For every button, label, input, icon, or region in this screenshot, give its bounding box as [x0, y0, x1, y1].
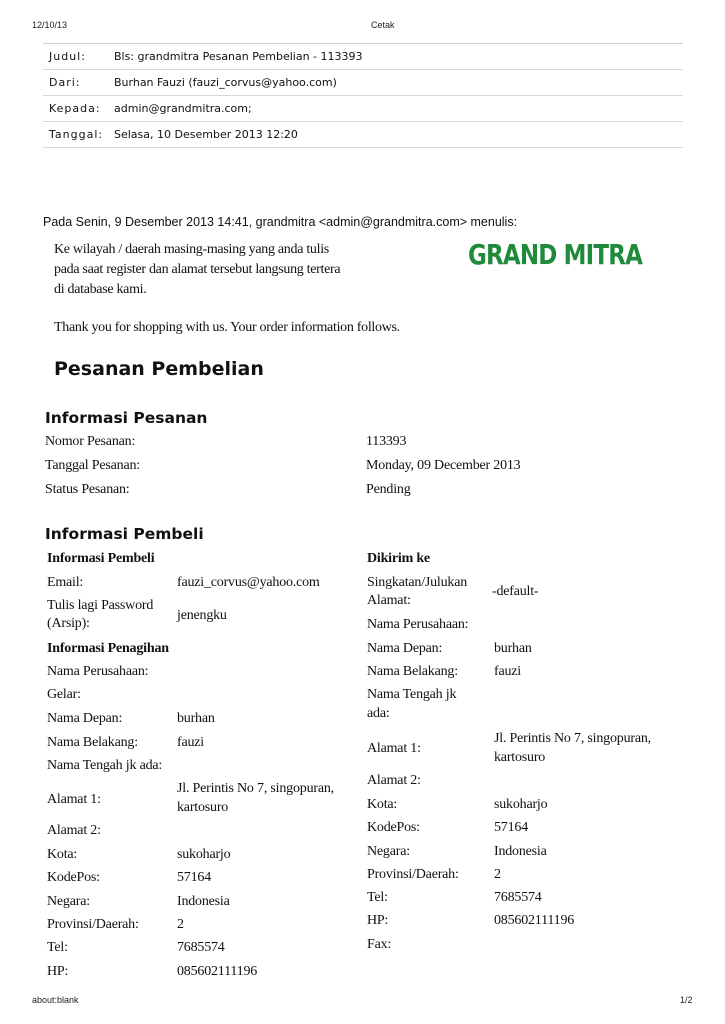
grand-mitra-logo: GRAND MITRA — [468, 238, 643, 271]
billing-company-label: Nama Perusahaan: — [47, 664, 149, 679]
shipping-subheading: Dikirim ke — [367, 551, 430, 566]
shipping-middle-label-line2: ada: — [367, 706, 390, 721]
order-number-label: Nomor Pesanan: — [45, 434, 136, 449]
buyer-info-heading: Informasi Pembeli — [45, 525, 204, 543]
page-title: Pesanan Pembelian — [54, 358, 264, 380]
quote-intro: Pada Senin, 9 Desember 2013 14:41, grandmitra <admin@grandmitra.com> menulis: — [43, 215, 518, 229]
billing-hp-label: HP: — [47, 964, 69, 979]
reply-line: Ke wilayah / daerah masing-masing yang anda tulis — [54, 242, 329, 257]
print-date: 12/10/13 — [32, 20, 68, 30]
buyer-subheading: Informasi Pembeli — [47, 551, 155, 566]
shipping-city-value: sukoharjo — [494, 797, 548, 812]
shipping-first-name-label: Nama Depan: — [367, 641, 443, 656]
email-header-table — [43, 43, 683, 148]
from-label: Dari: — [49, 76, 81, 89]
reply-paragraph — [54, 240, 434, 300]
billing-tel-label: Tel: — [47, 940, 68, 955]
billing-last-name-label: Nama Belakang: — [47, 735, 138, 750]
password-label-line1: Tulis lagi Password — [47, 598, 154, 613]
billing-city-value: sukoharjo — [177, 847, 231, 862]
billing-title-label: Gelar: — [47, 687, 81, 702]
billing-address1-line1: Jl. Perintis No 7, singopuran, — [177, 781, 334, 796]
shipping-province-label: Provinsi/Daerah: — [367, 867, 459, 882]
billing-city-label: Kota: — [47, 847, 78, 862]
billing-first-name-value: burhan — [177, 711, 215, 726]
shipping-hp-value: 085602111196 — [494, 913, 575, 928]
billing-middle-name-label: Nama Tengah jk ada: — [47, 758, 163, 773]
header-row-date — [43, 122, 683, 148]
shipping-address1-line1: Jl. Perintis No 7, singopuran, — [494, 731, 651, 746]
billing-country-label: Negara: — [47, 894, 90, 909]
date-label: Tanggal: — [49, 128, 104, 141]
billing-address2-label: Alamat 2: — [47, 823, 101, 838]
thanks-text: Thank you for shopping with us. Your order information follows. — [54, 320, 400, 335]
print-title: Cetak — [371, 20, 395, 30]
shipping-hp-label: HP: — [367, 913, 389, 928]
shipping-address1-label: Alamat 1: — [367, 741, 421, 756]
shipping-alias-value: -default- — [492, 584, 539, 599]
billing-subheading: Informasi Penagihan — [47, 641, 169, 656]
shipping-tel-label: Tel: — [367, 890, 388, 905]
reply-line: pada saat register dan alamat tersebut langsung tertera — [54, 262, 341, 277]
shipping-tel-value: 7685574 — [494, 890, 542, 905]
shipping-zip-value: 57164 — [494, 820, 529, 835]
billing-province-label: Provinsi/Daerah: — [47, 917, 139, 932]
to-label: Kepada: — [49, 102, 101, 115]
billing-zip-value: 57164 — [177, 870, 212, 885]
shipping-alias-label-line2: Alamat: — [367, 593, 411, 608]
shipping-country-value: Indonesia — [494, 844, 547, 859]
subject-label: Judul: — [49, 50, 86, 63]
order-status-value: Pending — [366, 482, 411, 497]
billing-zip-label: KodePos: — [47, 870, 100, 885]
shipping-city-label: Kota: — [367, 797, 398, 812]
subject-value: Bls: grandmitra Pesanan Pembelian - 113393 — [114, 50, 363, 63]
header-row-from — [43, 70, 683, 96]
billing-hp-value: 085602111196 — [177, 964, 258, 979]
order-date-value: Monday, 09 December 2013 — [366, 458, 521, 473]
shipping-last-name-value: fauzi — [494, 664, 521, 679]
print-footer-page: 1/2 — [680, 995, 693, 1005]
shipping-last-name-label: Nama Belakang: — [367, 664, 458, 679]
email-value: fauzi_corvus@yahoo.com — [177, 575, 320, 590]
shipping-fax-label: Fax: — [367, 937, 392, 952]
from-value: Burhan Fauzi (fauzi_corvus@yahoo.com) — [114, 76, 337, 89]
billing-country-value: Indonesia — [177, 894, 230, 909]
to-value: admin@grandmitra.com; — [114, 102, 252, 115]
shipping-province-value: 2 — [494, 867, 501, 882]
shipping-middle-label-line1: Nama Tengah jk — [367, 687, 457, 702]
shipping-alias-label-line1: Singkatan/Julukan — [367, 575, 468, 590]
password-label-line2: (Arsip): — [47, 616, 90, 631]
order-status-label: Status Pesanan: — [45, 482, 130, 497]
password-value: jenengku — [177, 608, 227, 623]
date-value: Selasa, 10 Desember 2013 12:20 — [114, 128, 298, 141]
reply-line: di database kami. — [54, 282, 147, 297]
shipping-company-label: Nama Perusahaan: — [367, 617, 469, 632]
order-number-value: 113393 — [366, 434, 407, 449]
shipping-country-label: Negara: — [367, 844, 410, 859]
email-label: Email: — [47, 575, 84, 590]
billing-address1-line2: kartosuro — [177, 800, 229, 815]
order-info-heading: Informasi Pesanan — [45, 409, 208, 427]
shipping-address2-label: Alamat 2: — [367, 773, 421, 788]
order-date-label: Tanggal Pesanan: — [45, 458, 140, 473]
billing-first-name-label: Nama Depan: — [47, 711, 123, 726]
billing-address1-label: Alamat 1: — [47, 792, 101, 807]
header-row-subject — [43, 44, 683, 70]
shipping-address1-line2: kartosuro — [494, 750, 546, 765]
header-row-to — [43, 96, 683, 122]
print-footer-url: about:blank — [32, 995, 79, 1005]
billing-last-name-value: fauzi — [177, 735, 204, 750]
shipping-first-name-value: burhan — [494, 641, 532, 656]
shipping-zip-label: KodePos: — [367, 820, 420, 835]
billing-tel-value: 7685574 — [177, 940, 225, 955]
billing-province-value: 2 — [177, 917, 184, 932]
